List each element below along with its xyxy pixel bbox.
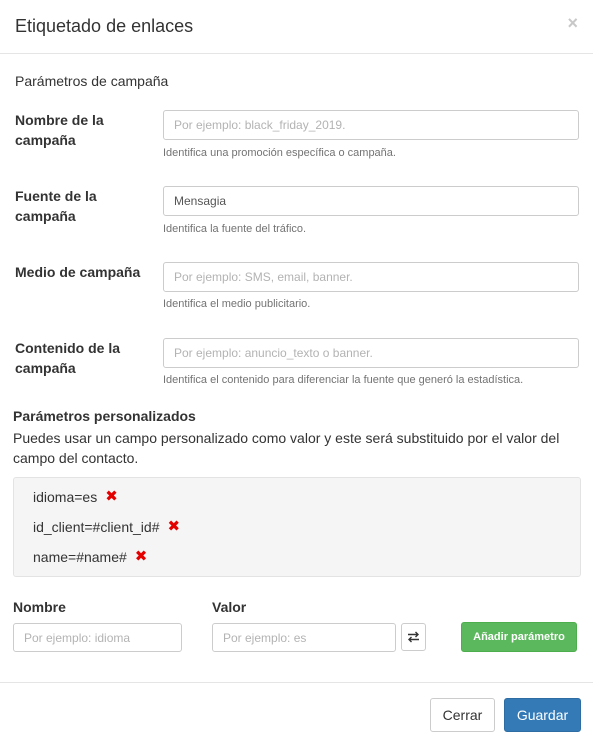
- modal-title: Etiquetado de enlaces: [15, 16, 194, 36]
- campaign-source-help: Identifica la fuente del tráfico.: [163, 223, 307, 235]
- campaign-content-help: Identifica el contenido para diferenciar la fuente que generó la estadística.: [163, 374, 524, 386]
- campaign-source-label: Fuente de la campaña: [15, 188, 97, 224]
- cancel-button[interactable]: Cerrar: [430, 698, 495, 732]
- param-name-label: Nombre: [13, 599, 66, 615]
- list-item: [33, 489, 118, 505]
- custom-params-list: [13, 477, 581, 577]
- campaign-content-input[interactable]: [163, 338, 579, 368]
- close-icon[interactable]: ×: [567, 13, 578, 33]
- save-button[interactable]: Guardar: [504, 698, 581, 732]
- swap-arrows-icon: [407, 631, 420, 643]
- campaign-medium-help: Identifica el medio publicitario.: [163, 298, 311, 310]
- swap-button[interactable]: [401, 623, 426, 651]
- campaign-content-label: Contenido de la campaña: [15, 340, 120, 376]
- modal-header: [0, 0, 593, 54]
- campaign-section-title: Parámetros de campaña: [15, 73, 169, 89]
- remove-icon[interactable]: ✖: [105, 488, 118, 505]
- list-item: [33, 549, 147, 565]
- param-text: id_client=#client_id#: [33, 519, 160, 535]
- footer-divider: [0, 682, 593, 683]
- remove-icon[interactable]: ✖: [134, 548, 148, 565]
- campaign-medium-input[interactable]: [163, 262, 579, 292]
- custom-params-title: Parámetros personalizados: [13, 408, 196, 424]
- remove-icon[interactable]: ✖: [167, 518, 181, 535]
- param-value-input[interactable]: [212, 623, 396, 652]
- campaign-source-input[interactable]: [163, 186, 579, 216]
- list-item: [33, 519, 180, 535]
- param-text: idioma=es: [33, 489, 98, 505]
- param-name-input[interactable]: [13, 623, 182, 652]
- add-parameter-button[interactable]: Añadir parámetro: [461, 622, 577, 652]
- param-text: name=#name#: [33, 549, 127, 565]
- param-value-label: Valor: [212, 599, 247, 615]
- campaign-medium-label: Medio de campaña: [15, 264, 141, 280]
- campaign-name-label: Nombre de la campaña: [15, 112, 104, 148]
- campaign-name-help: Identifica una promoción específica o campaña.: [163, 147, 396, 159]
- campaign-name-input[interactable]: [163, 110, 579, 140]
- custom-params-description: Puedes usar un campo personalizado como valor y este será substituido por el valor del campo del contacto.: [13, 430, 560, 466]
